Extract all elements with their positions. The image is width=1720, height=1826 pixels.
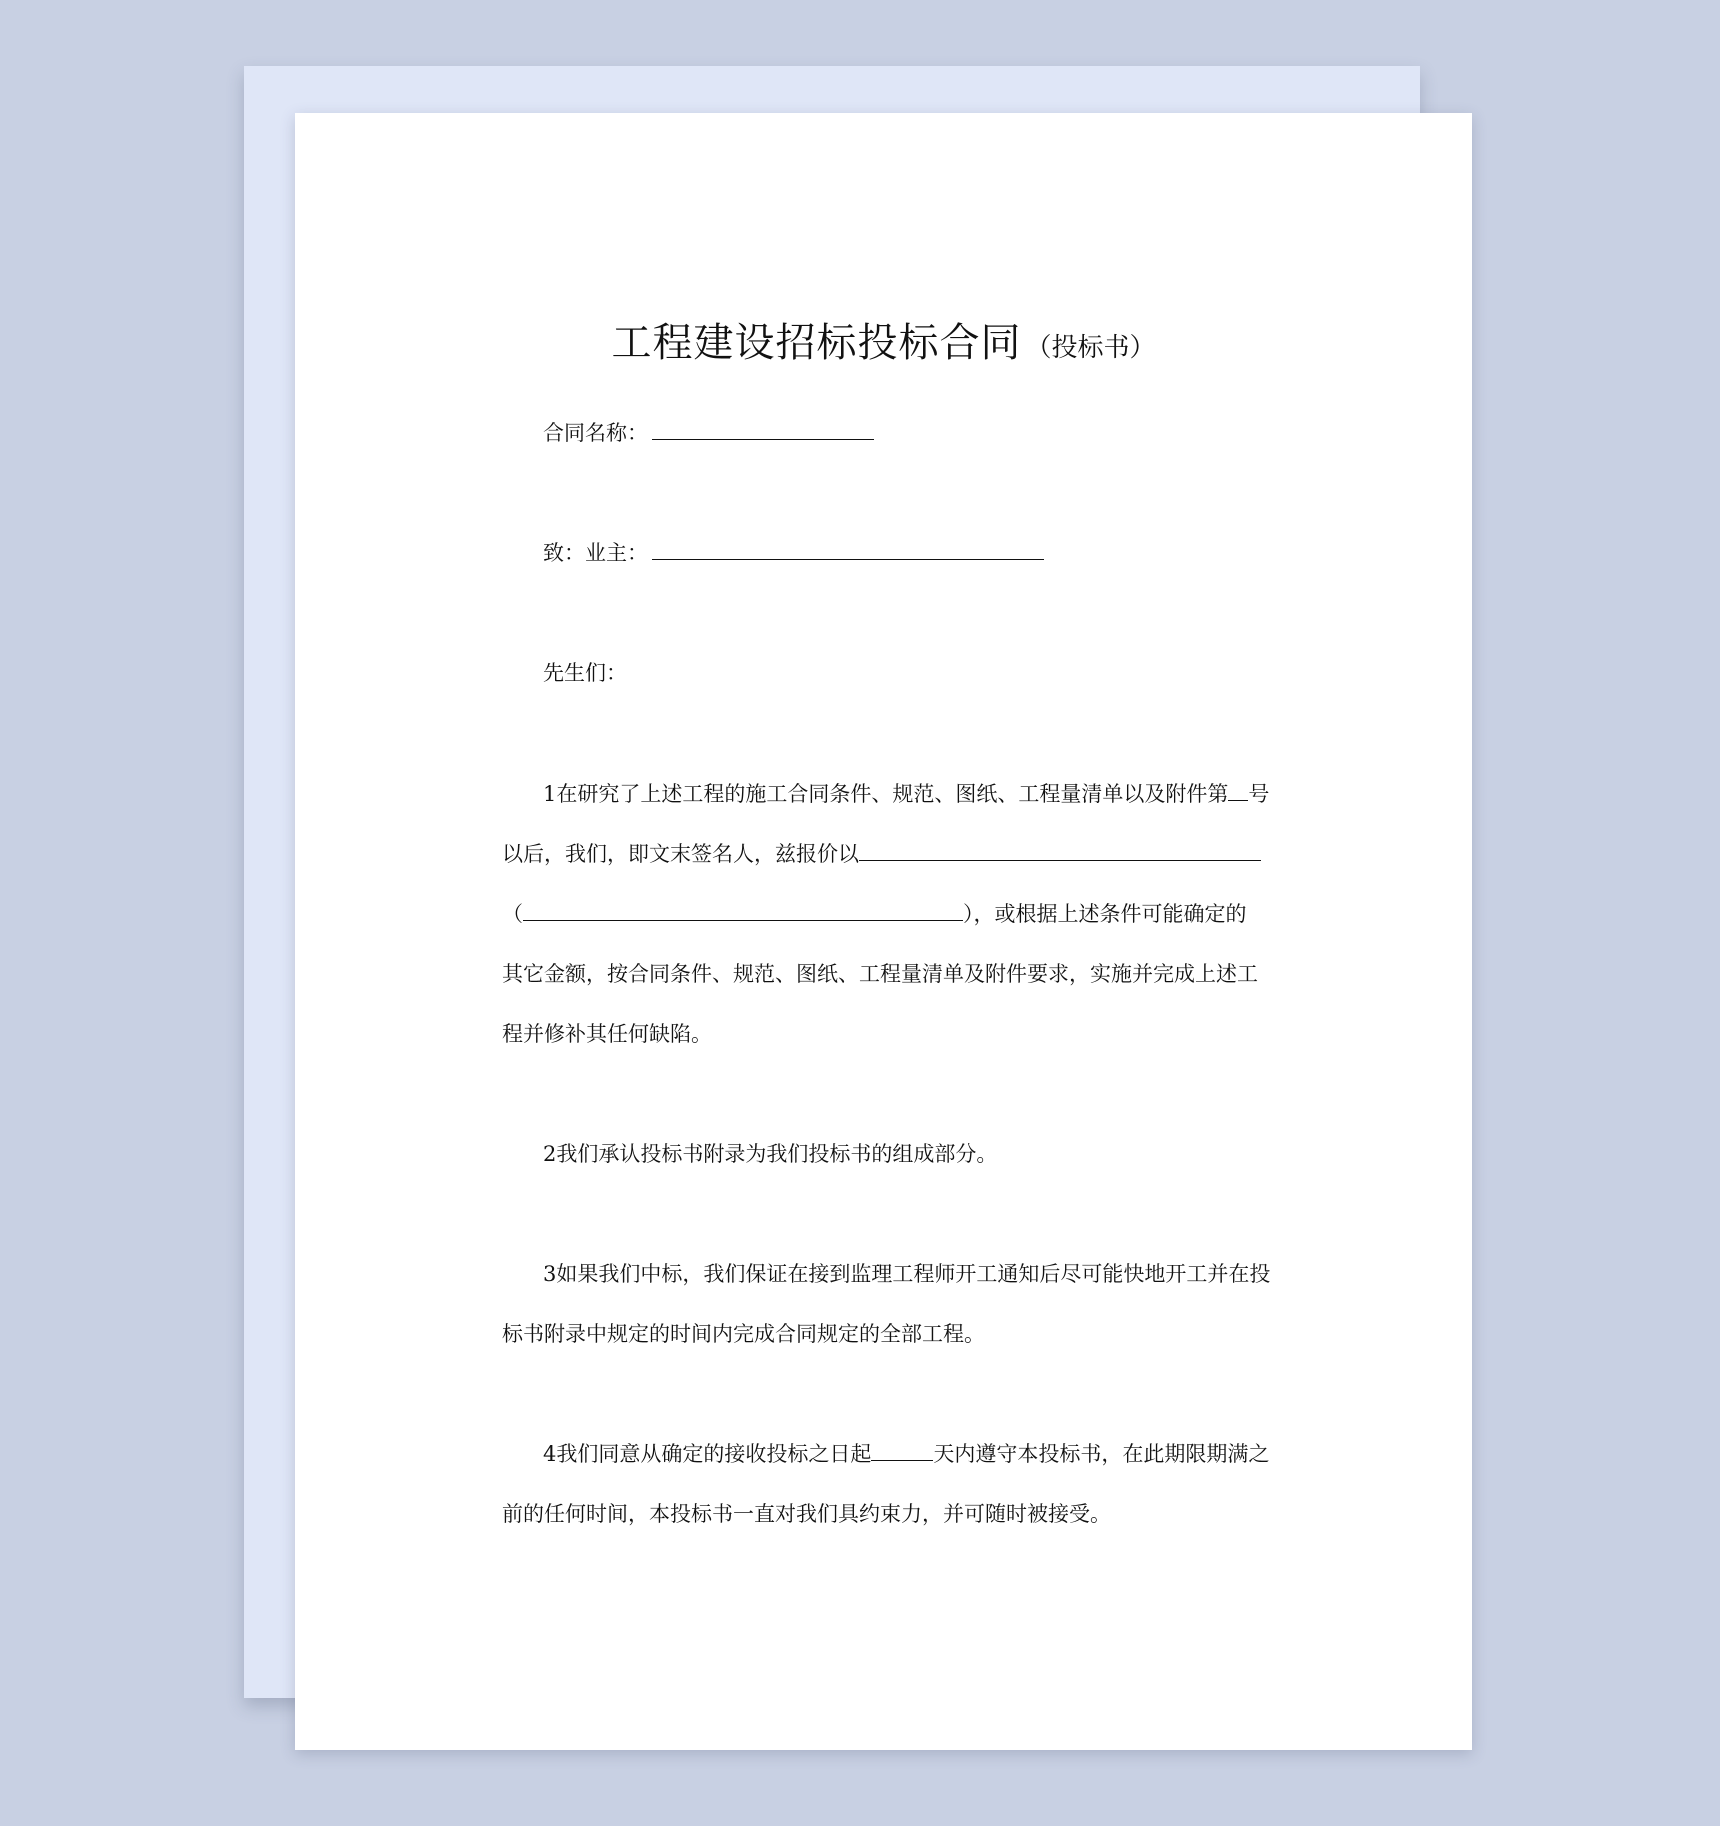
contract-name-blank — [652, 438, 874, 440]
contract-name-field — [543, 417, 874, 447]
paragraph-1-line-3: （ ），或根据上述条件可能确定的 — [502, 902, 1247, 926]
paragraph-1-line-2: 以后，我们，即文末签名人，兹报价以 — [502, 824, 1272, 884]
document-title — [295, 311, 1472, 368]
paragraph-2: 2我们承认投标书附录为我们投标书的组成部分。 — [543, 1142, 998, 1166]
price-words-blank — [523, 919, 963, 921]
paragraph-4: 4我们同意从确定的接收投标之日起 天内遵守本投标书，在此期限期满之 前的任何时间，本投标书一直对我们具约束力，并可随时被接受。 — [502, 1442, 1270, 1526]
title-main: 工程建设招标投标合同 — [611, 320, 1022, 366]
owner-label: 致：业主： — [543, 541, 648, 565]
owner-blank — [652, 558, 1044, 560]
paragraph-1-line-4: 其它金额，按合同条件、规范、图纸、工程量清单及附件要求，实施并完成上述工 — [502, 962, 1258, 986]
paragraph-1-line-1: 1在研究了上述工程的施工合同条件、规范、图纸、工程量清单以及附件第 号 — [543, 782, 1270, 806]
paragraph-3: 3如果我们中标，我们保证在接到监理工程师开工通知后尽可能快地开工并在投 标书附录中规定的时间内完成合同规定的全部工程。 — [502, 1262, 1271, 1346]
document-page — [295, 113, 1472, 1750]
owner-field — [543, 537, 1044, 567]
paragraph-1 — [502, 764, 1272, 1064]
paragraph-1-line-5: 程并修补其任何缺陷。 — [502, 1022, 712, 1046]
annex-number-blank — [1228, 799, 1248, 801]
contract-name-label: 合同名称： — [543, 421, 648, 445]
days-blank — [871, 1459, 933, 1461]
salutation: 先生们： — [543, 661, 627, 685]
title-sub: （投标书） — [1025, 333, 1156, 363]
price-blank — [859, 859, 1261, 861]
